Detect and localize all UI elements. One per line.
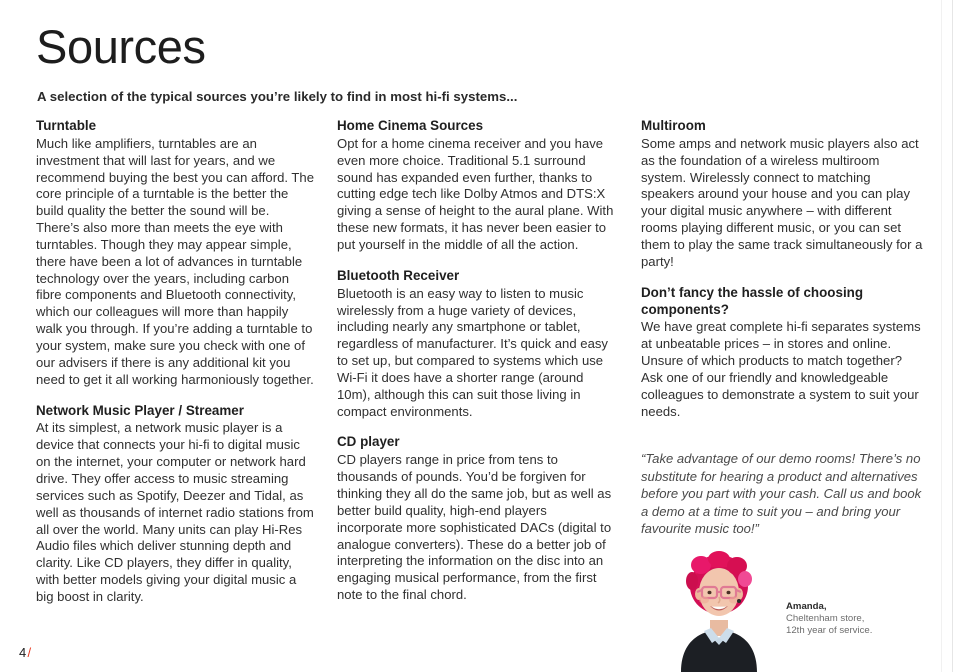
column-right bbox=[641, 118, 926, 434]
column-left bbox=[36, 118, 314, 620]
section-turntable bbox=[36, 118, 314, 389]
section-body: We have great complete hi-fi separates systems at unbeatable prices – in stores and online. Unsure of which products to match together? Ask one of our friendly and knowledgeable colleagues to demonstrate a system to suit your needs. bbox=[641, 319, 921, 419]
section-heading: CD player bbox=[337, 434, 400, 450]
page-number: 4 bbox=[19, 645, 27, 660]
caption-service: 12th year of service. bbox=[786, 624, 873, 636]
testimonial-quote: “Take advantage of our demo rooms! There’s no substitute for hearing a product and alternatives before you part with your cash. Call us and book a demo at a time to suit you – and bring your favourite music too!” bbox=[641, 451, 922, 537]
section-cd-player bbox=[337, 434, 615, 603]
section-heading: Don’t fancy the hassle of choosing components? bbox=[641, 284, 864, 317]
photo-caption bbox=[786, 601, 946, 636]
section-multiroom bbox=[641, 118, 926, 271]
section-home-cinema-sources bbox=[337, 118, 615, 254]
section-body: At its simplest, a network music player is a device that connects your hi-fi to digital music on the internet, your computer or network hard drive. They offer access to music streaming services such as Spotify, Deezer and Tidal, as well as thousands of internet radio stations from all over the world. Many units can play Hi-Res Audio files which deliver stunning depth and clarity. Like CD players, they differ in quality, with better models giving your digital music a big boost in clarity. bbox=[36, 420, 314, 604]
section-body: CD players range in price from tens to thousands of pounds. You’d be forgiven for thinking they all do the same job, but as well as better build quality, high-end players incorporate more sophisticated DACs (digital to analogue converters). These do a better job of interpreting the information on the disc into an engaging musical performance, from the first note to the final chord. bbox=[337, 452, 612, 603]
caption-name: Amanda, bbox=[786, 601, 827, 612]
section-heading: Turntable bbox=[36, 118, 97, 133]
page-number-slash: / bbox=[27, 645, 32, 660]
section-choosing-components bbox=[641, 285, 926, 421]
section-heading: Network Music Player / Streamer bbox=[36, 402, 244, 418]
page-footer bbox=[19, 645, 31, 660]
staff-portrait-amanda bbox=[657, 548, 781, 672]
section-bluetooth-receiver bbox=[337, 268, 615, 421]
section-body: Some amps and network music players also act as the foundation of a wireless multiroom system. Wirelessly connect to matching speakers around your house and you can play your digital music anywhere – with different rooms playing different music, or you can set them to play the same track simultaneously for a party! bbox=[641, 135, 923, 269]
section-body: Bluetooth is an easy way to listen to music wirelessly from a huge variety of devices, including nearly any smartphone or tablet, regardless of manufacturer. It’s quick and easy to set up, but compared to systems which use Wi-Fi it does have a shorter range (around 10m), although this can suit those living in compact environments. bbox=[337, 285, 608, 419]
caption-store: Cheltenham store, bbox=[786, 612, 865, 624]
page-subtitle: A selection of the typical sources you’re likely to find in most hi-fi systems... bbox=[37, 89, 518, 104]
section-body: Opt for a home cinema receiver and you have even more choice. Traditional 5.1 surround sound has expanded even further, thanks to cutting edge tech like Dolby Atmos and DTS:X giving a sense of height to the aural plane. With these new formats, it has never been easier to put yourself in the middle of all the action. bbox=[337, 135, 614, 252]
section-network-music-player bbox=[36, 403, 314, 606]
column-middle bbox=[337, 118, 615, 618]
page-fold-rule bbox=[941, 0, 942, 672]
section-heading: Home Cinema Sources bbox=[337, 118, 484, 133]
page-title: Sources bbox=[36, 20, 206, 73]
section-heading: Bluetooth Receiver bbox=[337, 267, 460, 283]
section-heading: Multiroom bbox=[641, 118, 706, 133]
section-body: Much like amplifiers, turntables are an investment that will last for years, and we recommend buying the best you can afford. The core principle of a turntable is the better the build quality the better the sound will be. There’s also more than meets the eye with turntables. Though they may appear simple, there have been a lot of advances in turntable technology over the years, including carbon fibre components and Bluetooth connectivity, which our colleagues will more than happily walk you through. If you’re adding a turntable to your system, make sure you check with one of our advisers if there is any additional kit you need to get it all working harmoniously together. bbox=[36, 135, 315, 387]
